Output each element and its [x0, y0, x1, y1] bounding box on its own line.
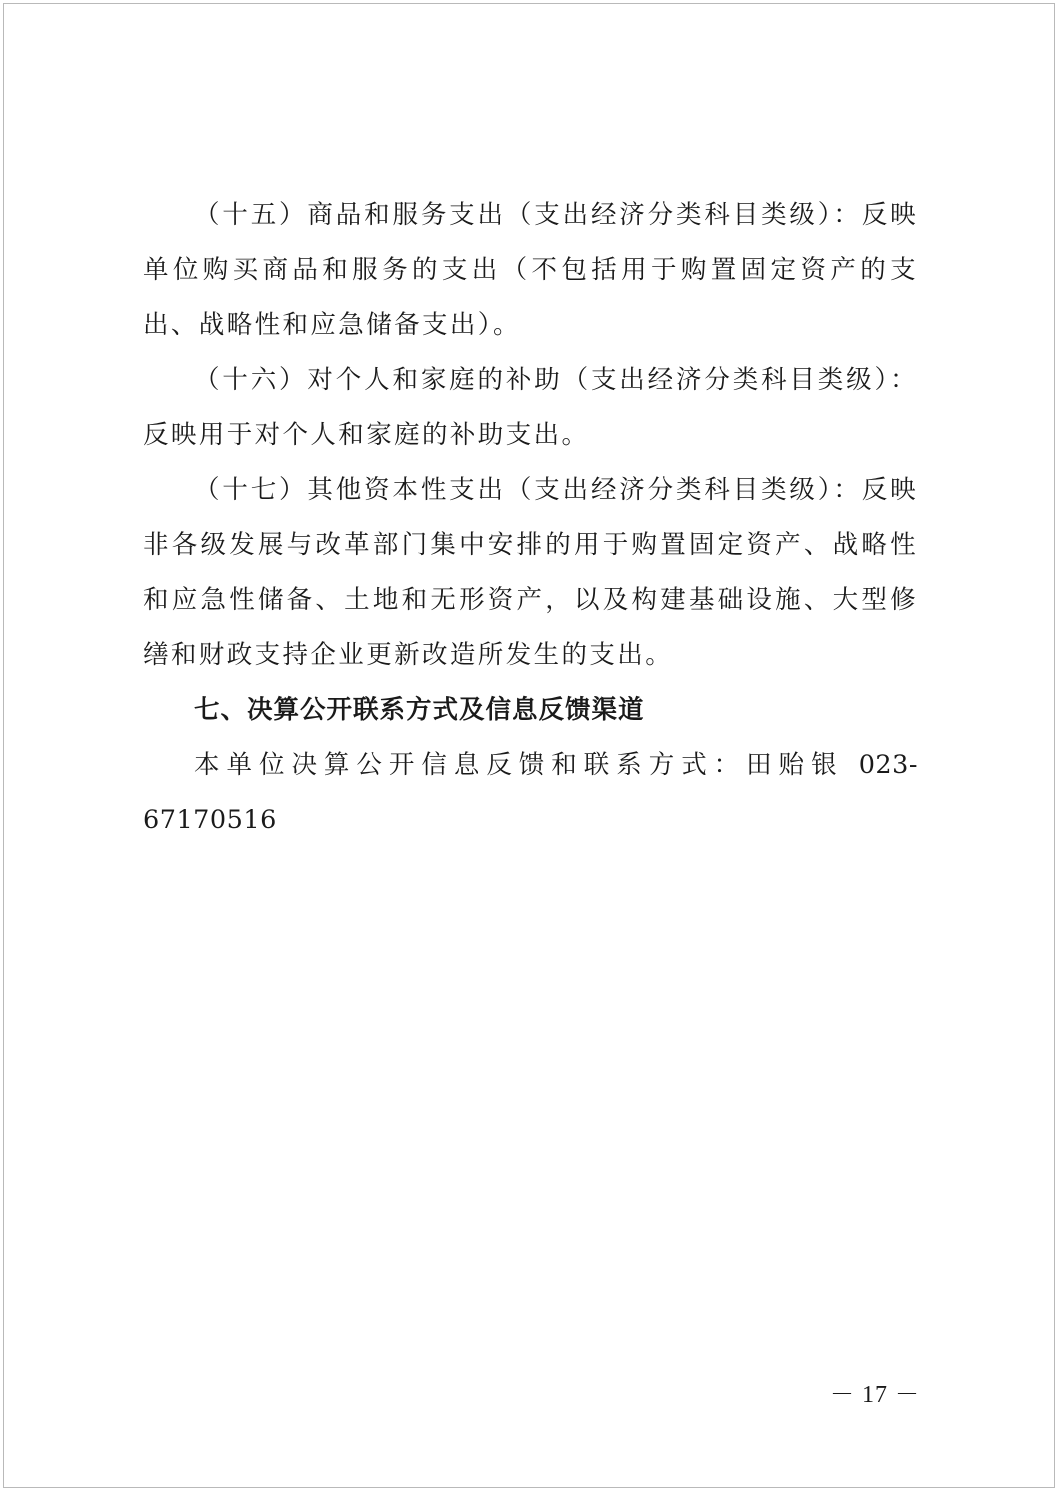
section-heading: 七、决算公开联系方式及信息反馈渠道: [194, 695, 645, 725]
paragraph-item-16: （十六）对个人和家庭的补助（支出经济分类科目类级）：反映用于对个人和家庭的补助支出。: [143, 365, 918, 450]
paragraph-item-17: （十七）其他资本性支出（支出经济分类科目类级）：反映非各级发展与改革部门集中安排的用于购置固定资产、战略性和应急性储备、土地和无形资产，以及构建基础设施、大型修缮和财政支持企业更新改造所发生的支出。: [143, 475, 918, 670]
contact-label: 本单位决算公开信息反馈和联系方式：田贻银: [194, 750, 859, 780]
page-number: － 17 －: [830, 1382, 920, 1408]
contact-phone: 023-67170516: [143, 750, 918, 835]
contact-paragraph: [143, 738, 918, 848]
document-body: [143, 188, 918, 848]
paragraph-item-15: （十五）商品和服务支出（支出经济分类科目类级）：反映单位购买商品和服务的支出（不包括用于购置固定资产的支出、战略性和应急储备支出）。: [143, 200, 918, 340]
